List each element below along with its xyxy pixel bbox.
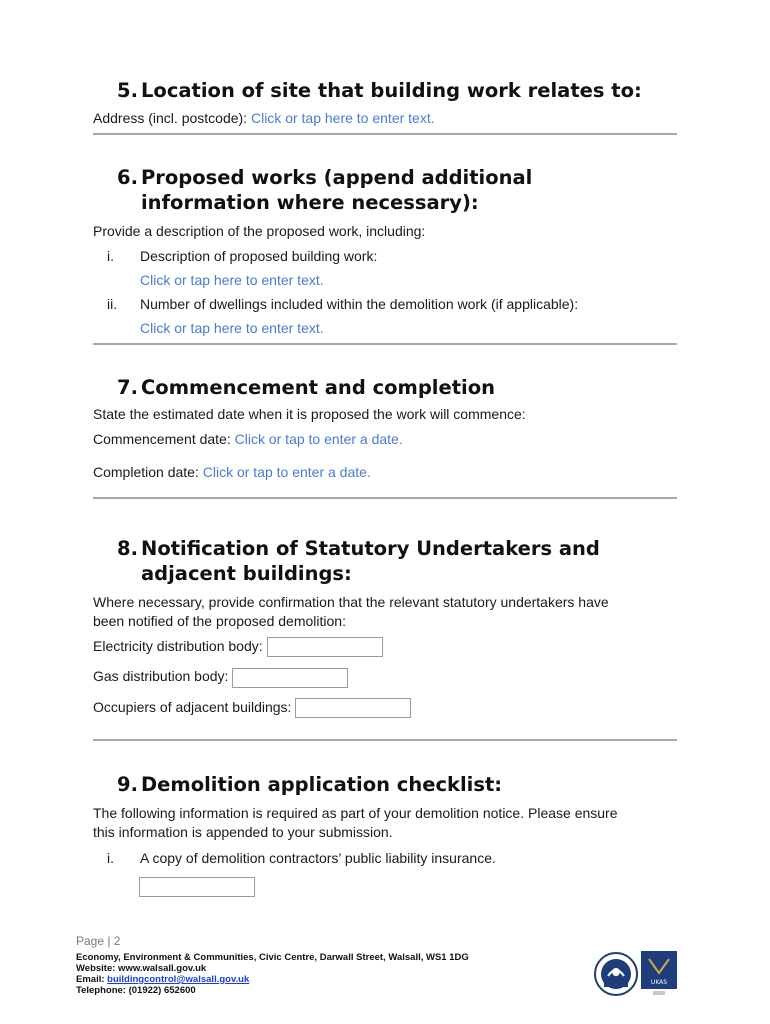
insurance-input[interactable] bbox=[139, 877, 255, 897]
section-7-intro: State the estimated date when it is proposed the work will commence: bbox=[93, 406, 526, 422]
proposed-work-input[interactable]: Click or tap here to enter text. bbox=[140, 272, 324, 288]
electricity-label: Electricity distribution body: bbox=[93, 638, 263, 654]
section-6 bbox=[93, 165, 677, 338]
section-8-heading: 8. Notification of Statutory Undertakers and adjacent buildings: bbox=[117, 537, 600, 585]
section-7-heading: 7. Commencement and completion bbox=[117, 376, 495, 399]
section-9 bbox=[93, 772, 677, 897]
gas-input[interactable] bbox=[232, 668, 348, 688]
section-8-intro: Where necessary, provide confirmation that the relevant statutory undertakers have been notified of the proposed demolition: bbox=[93, 594, 609, 629]
proposed-work-label: Description of proposed building work: bbox=[140, 248, 378, 264]
page-number: Page | 2 bbox=[76, 934, 121, 948]
divider bbox=[93, 343, 677, 345]
electricity-input[interactable] bbox=[267, 637, 383, 657]
section-5-heading: 5. Location of site that building work relates to: bbox=[117, 79, 642, 102]
completion-label: Completion date: bbox=[93, 464, 203, 480]
divider bbox=[93, 739, 677, 741]
divider bbox=[93, 497, 677, 499]
section-6-intro: Provide a description of the proposed work, including: bbox=[93, 223, 426, 239]
commencement-label: Commencement date: bbox=[93, 431, 235, 447]
section-7 bbox=[93, 375, 677, 482]
insurance-label: A copy of demolition contractors’ public liability insurance. bbox=[140, 850, 496, 866]
list-item: ii. Number of dwellings included within the demolition work (if applicable): Click or tap here to enter text. bbox=[107, 296, 579, 336]
footer-address: Economy, Environment & Communities, Civic Centre, Darwall Street, Walsall, WS1 1DG bbox=[76, 952, 469, 963]
section-6-heading: 6. Proposed works (append additional information where necessary): bbox=[117, 166, 533, 214]
commencement-row bbox=[93, 430, 677, 449]
divider bbox=[93, 133, 677, 135]
list-item: i. Description of proposed building work: Click or tap here to enter text. bbox=[107, 248, 378, 288]
gas-row bbox=[93, 667, 677, 687]
completion-row bbox=[93, 463, 677, 482]
section-8 bbox=[93, 536, 677, 718]
section-9-intro: The following information is required as part of your demolition notice. Please ensure this information is appended to your submission. bbox=[93, 805, 618, 840]
footer-email: Email: buildingcontrol@walsall.gov.uk bbox=[76, 974, 250, 985]
occupiers-input[interactable] bbox=[295, 698, 411, 718]
section-9-heading: 9. Demolition application checklist: bbox=[117, 773, 503, 796]
occupiers-row bbox=[93, 698, 677, 718]
completion-date-input[interactable]: Click or tap to enter a date. bbox=[202, 464, 371, 480]
dwellings-input[interactable]: Click or tap here to enter text. bbox=[140, 320, 324, 336]
accreditation-logo-icon bbox=[594, 952, 638, 996]
footer-telephone: Telephone: (01922) 652600 bbox=[76, 985, 196, 996]
address-input[interactable]: Click or tap here to enter text. bbox=[250, 110, 435, 126]
address-row bbox=[93, 109, 677, 128]
occupiers-label: Occupiers of adjacent buildings: bbox=[93, 698, 292, 715]
dwellings-label: Number of dwellings included within the demolition work (if applicable): bbox=[140, 296, 579, 312]
commencement-date-input[interactable]: Click or tap to enter a date. bbox=[234, 431, 403, 447]
svg-text:UKAS: UKAS bbox=[650, 979, 668, 986]
address-label: Address (incl. postcode): bbox=[93, 110, 251, 126]
ukas-logo-icon bbox=[641, 951, 677, 997]
section-5 bbox=[93, 78, 677, 128]
email-link[interactable]: buildingcontrol@walsall.gov.uk bbox=[107, 974, 250, 985]
gas-label: Gas distribution body: bbox=[93, 668, 229, 685]
footer-website: Website: www.walsall.gov.uk bbox=[76, 963, 207, 974]
list-item: i. A copy of demolition contractors’ public liability insurance. bbox=[93, 849, 677, 868]
electricity-row bbox=[93, 637, 677, 657]
